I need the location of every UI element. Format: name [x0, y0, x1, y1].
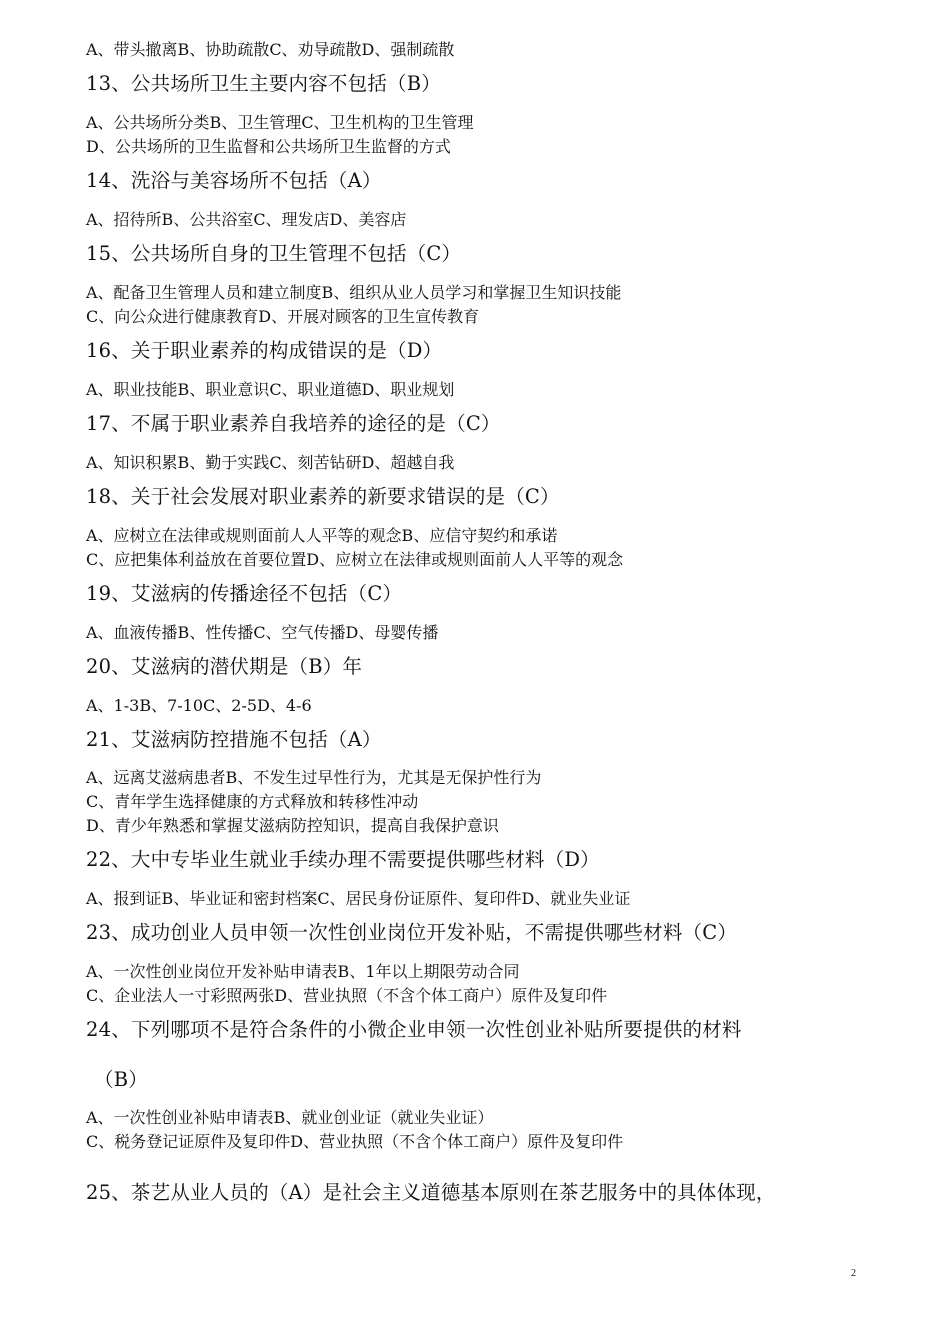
question-line: 23、成功创业人员申领一次性创业岗位开发补贴，不需提供哪些材料（C）	[86, 921, 738, 944]
question-line: 24、下列哪项不是符合条件的小微企业申领一次性创业补贴所要提供的材料	[86, 1018, 742, 1041]
question-line: 22、大中专毕业生就业手续办理不需要提供哪些材料（D）	[86, 848, 600, 871]
question-line: 17、不属于职业素养自我培养的途径的是（C）	[86, 412, 501, 435]
option-line: C、向公众进行健康教育D、开展对顾客的卫生宣传教育	[86, 307, 480, 326]
question-line: 21、艾滋病防控措施不包括（A）	[86, 728, 382, 751]
option-line: A、血液传播B、性传播C、空气传播D、母婴传播	[86, 623, 439, 642]
option-line: C、企业法人一寸彩照两张D、营业执照（不含个体工商户）原件及复印件	[86, 986, 608, 1005]
option-line: A、报到证B、毕业证和密封档案C、居民身份证原件、复印件D、就业失业证	[86, 889, 631, 908]
option-line: A、带头撤离B、协助疏散C、劝导疏散D、强制疏散	[86, 40, 455, 59]
option-line: D、青少年熟悉和掌握艾滋病防控知识，提高自我保护意识	[86, 816, 499, 835]
option-line: A、1-3B、7-10C、2-5D、4-6	[86, 696, 312, 715]
option-line: A、远离艾滋病患者B、不发生过早性行为，尤其是无保护性行为	[86, 768, 542, 787]
option-line: A、配备卫生管理人员和建立制度B、组织从业人员学习和掌握卫生知识技能	[86, 283, 622, 302]
question-line: 15、公共场所自身的卫生管理不包括（C）	[86, 242, 462, 265]
question-line-continuation: （B）	[94, 1068, 148, 1091]
option-line: A、职业技能B、职业意识C、职业道德D、职业规划	[86, 380, 455, 399]
page-number: 2	[851, 1268, 856, 1279]
option-line: C、应把集体利益放在首要位置D、应树立在法律或规则面前人人平等的观念	[86, 550, 624, 569]
option-line: A、应树立在法律或规则面前人人平等的观念B、应信守契约和承诺	[86, 526, 558, 545]
question-line: 20、艾滋病的潜伏期是（B）年	[86, 655, 363, 678]
option-line: A、知识积累B、勤于实践C、刻苦钻研D、超越自我	[86, 453, 455, 472]
option-line: A、一次性创业岗位开发补贴申请表B、1年以上期限劳动合同	[86, 962, 520, 981]
option-line: C、税务登记证原件及复印件D、营业执照（不含个体工商户）原件及复印件	[86, 1132, 624, 1151]
option-line: D、公共场所的卫生监督和公共场所卫生监督的方式	[86, 137, 451, 156]
option-line: C、青年学生选择健康的方式释放和转移性冲动	[86, 792, 419, 811]
question-line: 18、关于社会发展对职业素养的新要求错误的是（C）	[86, 485, 560, 508]
option-line: A、招待所B、公共浴室C、理发店D、美容店	[86, 210, 407, 229]
question-line: 13、公共场所卫生主要内容不包括（B）	[86, 72, 441, 95]
question-line: 19、艾滋病的传播途径不包括（C）	[86, 582, 403, 605]
option-line: A、公共场所分类B、卫生管理C、卫生机构的卫生管理	[86, 113, 474, 132]
question-line: 25、茶艺从业人员的（A）是社会主义道德基本原则在茶艺服务中的具体体现，	[86, 1181, 776, 1204]
question-line: 16、关于职业素养的构成错误的是（D）	[86, 339, 443, 362]
question-line: 14、洗浴与美容场所不包括（A）	[86, 169, 382, 192]
option-line: A、一次性创业补贴申请表B、就业创业证（就业失业证）	[86, 1108, 494, 1127]
